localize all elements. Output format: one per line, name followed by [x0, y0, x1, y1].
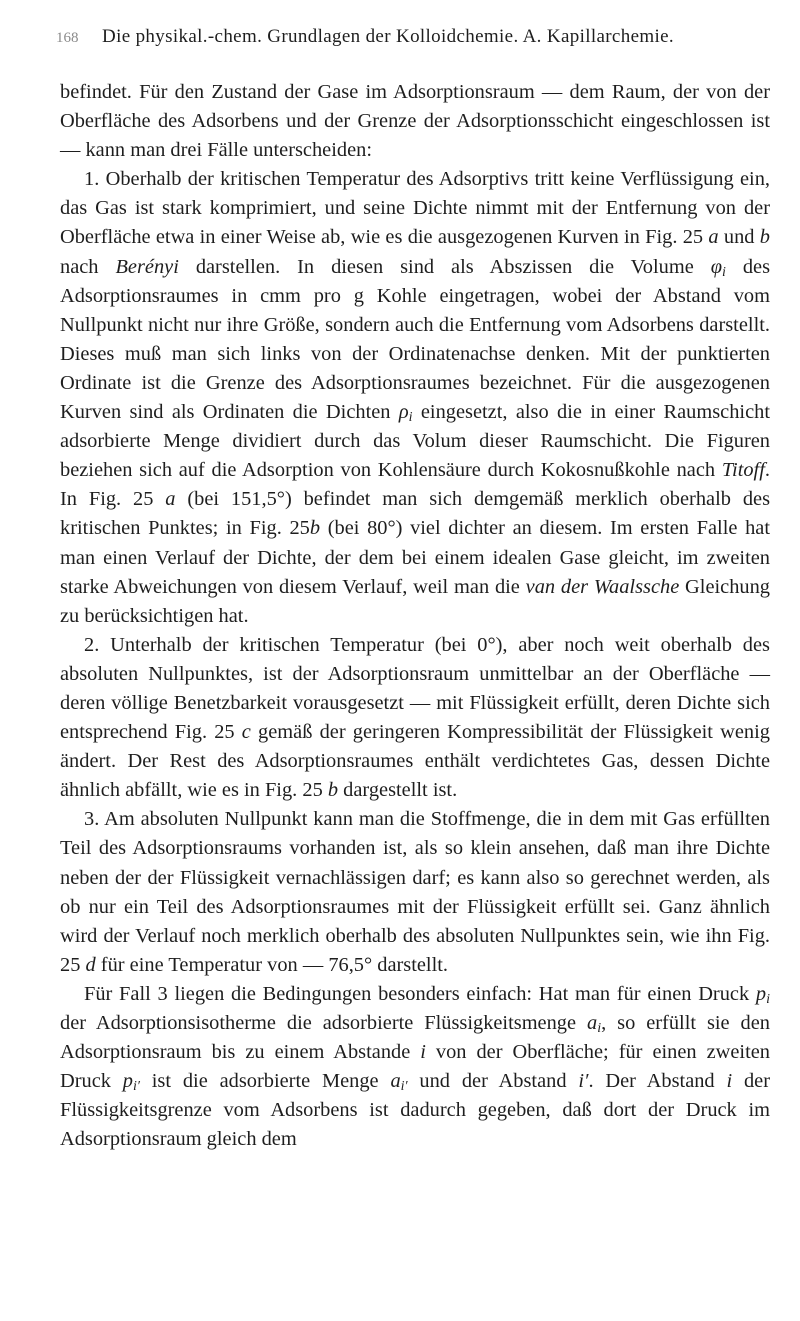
running-head-title: Die physikal.-chem. Grundlagen der Kolloidchemie. A. Kapillarchemie. — [102, 26, 674, 47]
symbol-phi: φ — [710, 255, 722, 278]
paragraph-case-3-detail: Für Fall 3 liegen die Bedingungen besonders einfach: Hat man für einen Druck $p_i$ der Adsorptionsisotherme die adsorbierte Flüssigkeitsmenge $a_i$, so erfüllt sie den Adsorptionsraum bis zu einem Abstande i von der Oberfläche; für einen zweiten Druck $p_{i'}$ ist die adsorbierte Menge $a_{i'}$ und der Abstand i′. Der Abstand i der Flüssigkeitsgrenze vom Adsorbens ist dadurch gegeben, daß dort der Druck im Adsorptionsraum gleich dem — [60, 982, 770, 1151]
paragraph-case-2: 2. Unterhalb der kritischen Temperatur (bei 0°), aber noch weit oberhalb des absoluten Nullpunktes, ist der Adsorptionsraum unmittelbar an der Oberfläche — deren völlige Benetzbarkeit vorausgesetzt — mit Flüssigkeit erfüllt, deren Dichte sich entsprechend Fig. 25 c gemäß der geringeren Kompressibilität der Flüssigkeit wenig ändert. Der Rest des Adsorptionsraumes enthält verdichtetes Gas, dessen Dichte ähnlich abfällt, wie es in Fig. 25 b dargestellt ist. — [60, 633, 770, 802]
body-text — [60, 78, 770, 1154]
author-name-berenyi: Berényi — [115, 255, 179, 278]
running-head — [56, 22, 776, 52]
author-name-van-der-waals: van der Waalssche — [525, 575, 680, 598]
symbol-rho: ρ — [398, 401, 409, 424]
page-number: 168 — [56, 30, 79, 46]
paragraph-continuation: befindet. Für den Zustand der Gase im Adsorptionsraum — dem Raum, der von der Oberfläche des Adsorbens und der Grenze der Adsorptionsschicht eingeschlossen ist — kann man drei Fälle unterscheiden: — [60, 81, 770, 162]
paragraph-case-1: 1. Oberhalb der kritischen Temperatur des Adsorptivs tritt keine Verflüssigung ein, das Gas ist stark komprimiert, und seine Dichte nimmt mit der Entfernung von der Oberfläche etwa in einer Weise ab, wie es die ausgezogenen Kurven in Fig. 25 a und b nach Berényi darstellen. In diesen sind als Abszissen die Volume $\varphi_i$ des Adsorptionsraumes in cmm pro g Kohle eingetragen, wobei der Abstand vom Nullpunkt nicht nur ihre Größe, sondern auch die Entfernung vom Adsorbens darstellt. Dieses muß man sich links von der Ordinatenachse denken. Mit der punktierten Ordinate ist die Grenze des Adsorptionsraumes bezeichnet. Für die ausgezogenen Kurven sind als Ordinaten die Dichten $\rho_i$ eingesetzt, also die in einer Raumschicht adsorbierte Menge dividiert durch das Volum dieser Raumschicht. Die Figuren beziehen sich auf die Adsorption von Kohlensäure durch Kokosnußkohle nach Titoff. In Fig. 25 a (bei 151,5°) befindet man sich demgemäß merklich oberhalb des kritischen Punktes; in Fig. 25b (bei 80°) viel dichter an diesem. Im ersten Falle hat man einen Verlauf der Dichte, der dem bei einem idealen Gase gleicht, im zweiten starke Abweichungen von diesem Verlauf, weil man die van der Waalssche Gleichung zu berücksichtigen hat. — [60, 168, 771, 627]
author-name-titoff: Titoff — [721, 459, 765, 482]
paragraph-case-3: 3. Am absoluten Nullpunkt kann man die Stoffmenge, die in dem mit Gas erfüllten Teil des Adsorptionsraums vorhanden ist, als so klein ansehen, daß man ihre Dichte neben der der Flüssigkeit vernachlässigen darf; es kann also so gerechnet werden, als ob nur ein Teil des Adsorptionsraumes mit der Flüssigkeit erfüllt sei. Ganz ähnlich wird der Verlauf noch merklich oberhalb des absoluten Nullpunktes sein, wie ihn Fig. 25 d für eine Temperatur von — 76,5° darstellt. — [60, 808, 770, 976]
